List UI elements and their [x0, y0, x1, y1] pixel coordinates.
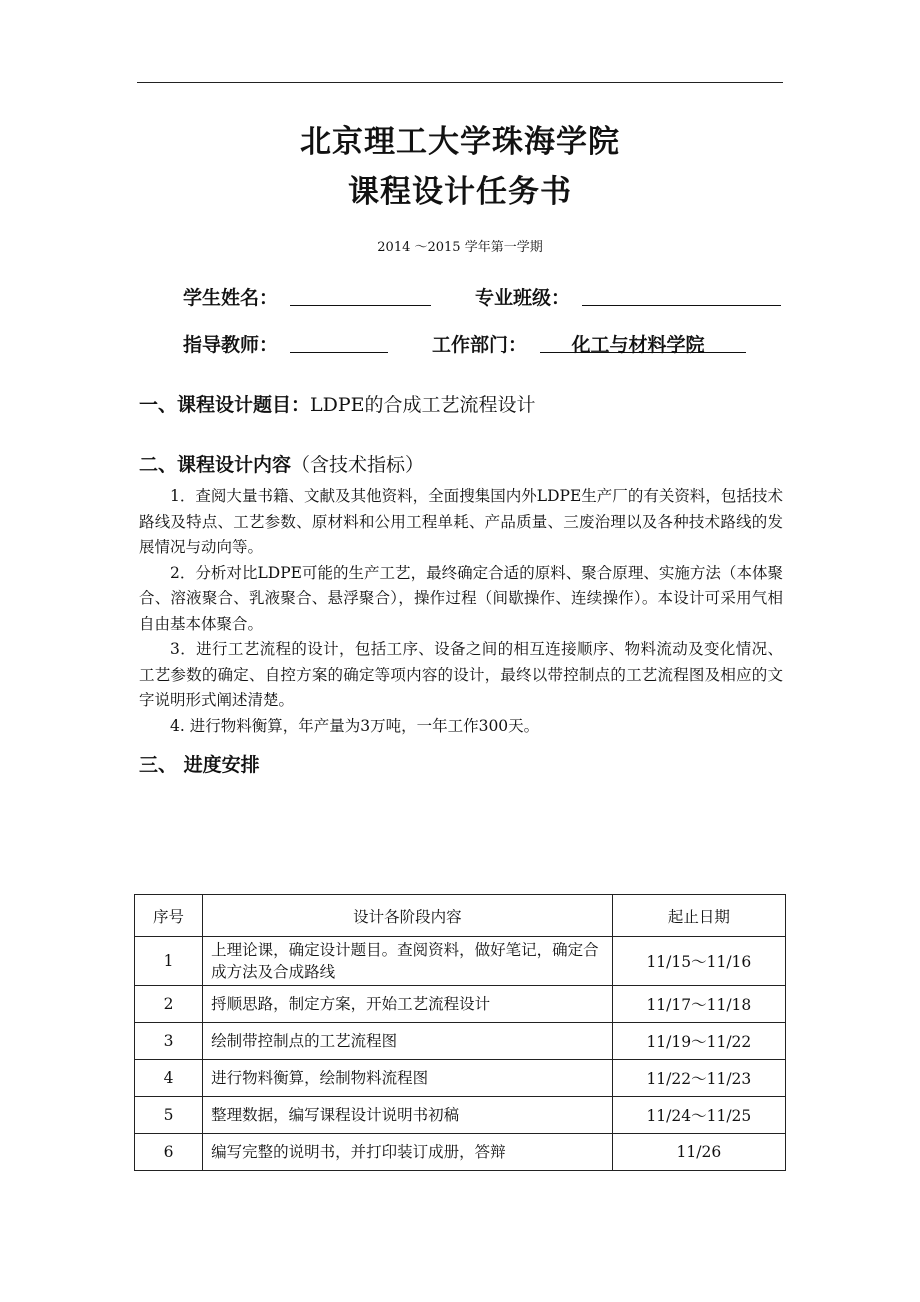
top-rule: [137, 82, 783, 83]
student-name-label: 学生姓名：: [183, 287, 279, 309]
section3-title: 三、 进度安排: [139, 754, 260, 776]
row-content: 捋顺思路，制定方案，开始工艺流程设计: [203, 986, 613, 1023]
row-num: 6: [135, 1134, 203, 1171]
row-num: 2: [135, 986, 203, 1023]
table-row: [135, 1097, 786, 1134]
table-header-row: [135, 895, 786, 937]
section1-title: 一、课程设计题目：: [139, 394, 311, 416]
student-name-blank[interactable]: [290, 305, 431, 306]
document-title: 课程设计任务书: [348, 174, 572, 210]
row-num: 5: [135, 1097, 203, 1134]
section2-title: 二、课程设计内容: [139, 454, 292, 476]
row-content: 整理数据，编写课程设计说明书初稿: [203, 1097, 613, 1134]
university-title: 北京理工大学珠海学院: [300, 124, 620, 160]
department-value: 化工与材料学院: [571, 334, 705, 356]
table-row: [135, 1023, 786, 1060]
row-content: 编写完整的说明书，并打印装订成册，答辩: [203, 1134, 613, 1171]
section2-subtitle: （含技术指标）: [291, 454, 425, 476]
design-content: [139, 484, 783, 739]
content-paragraph-2: 2．分析对比LDPE可能的生产工艺，最终确定合适的原料、聚合原理、实施方法（本体聚合、溶液聚合、乳液聚合、悬浮聚合），操作过程（间歇操作、连续操作）。本设计可采用气相自由基本体聚合。: [139, 563, 783, 633]
academic-term: 2014 ～2015 学年第一学期: [377, 240, 543, 255]
schedule-table: [134, 894, 786, 1171]
row-date: 11/26: [612, 1134, 785, 1171]
header-content: 设计各阶段内容: [203, 895, 613, 937]
row-date: 11/19～11/22: [612, 1023, 785, 1060]
class-label: 专业班级：: [475, 287, 571, 309]
department-label: 工作部门：: [432, 334, 528, 356]
section2-heading: [139, 450, 424, 477]
content-paragraph-1: 1．查阅大量书籍、文献及其他资料，全面搜集国内外LDPE生产厂的有关资料，包括技术路线及特点、工艺参数、原材料和公用工程单耗、产品质量、三废治理以及各种技术路线的发展情况与动向等。: [139, 487, 783, 556]
row-content: 进行物料衡算，绘制物料流程图: [203, 1060, 613, 1097]
class-blank[interactable]: [582, 305, 781, 306]
advisor-blank[interactable]: [290, 352, 388, 353]
row-content: 绘制带控制点的工艺流程图: [203, 1023, 613, 1060]
header-seq: 序号: [135, 895, 203, 937]
content-paragraph-3: 3．进行工艺流程的设计，包括工序、设备之间的相互连接顺序、物料流动及变化情况、工艺参数的确定、自控方案的确定等项内容的设计，最终以带控制点的工艺流程图及相应的文字说明形式阐述清楚。: [139, 640, 783, 709]
table-row: [135, 1060, 786, 1097]
header-date: 起止日期: [612, 895, 785, 937]
content-paragraph-4: 4. 进行物料衡算，年产量为3万吨，一年工作300天。: [170, 716, 540, 735]
row-date: 11/17～11/18: [612, 986, 785, 1023]
row-content: 上理论课，确定设计题目。查阅资料，做好笔记，确定合成方法及合成路线: [203, 937, 613, 986]
row-date: 11/22～11/23: [612, 1060, 785, 1097]
advisor-label: 指导教师：: [183, 334, 279, 356]
table-row: [135, 1134, 786, 1171]
row-num: 3: [135, 1023, 203, 1060]
row-date: 11/24～11/25: [612, 1097, 785, 1134]
table-row: [135, 986, 786, 1023]
table-row: [135, 937, 786, 986]
section3-heading: [139, 750, 260, 777]
design-topic: LDPE的合成工艺流程设计: [310, 394, 536, 416]
row-num: 1: [135, 937, 203, 986]
row-date: 11/15～11/16: [612, 937, 785, 986]
row-num: 4: [135, 1060, 203, 1097]
section1-heading: [139, 390, 536, 417]
